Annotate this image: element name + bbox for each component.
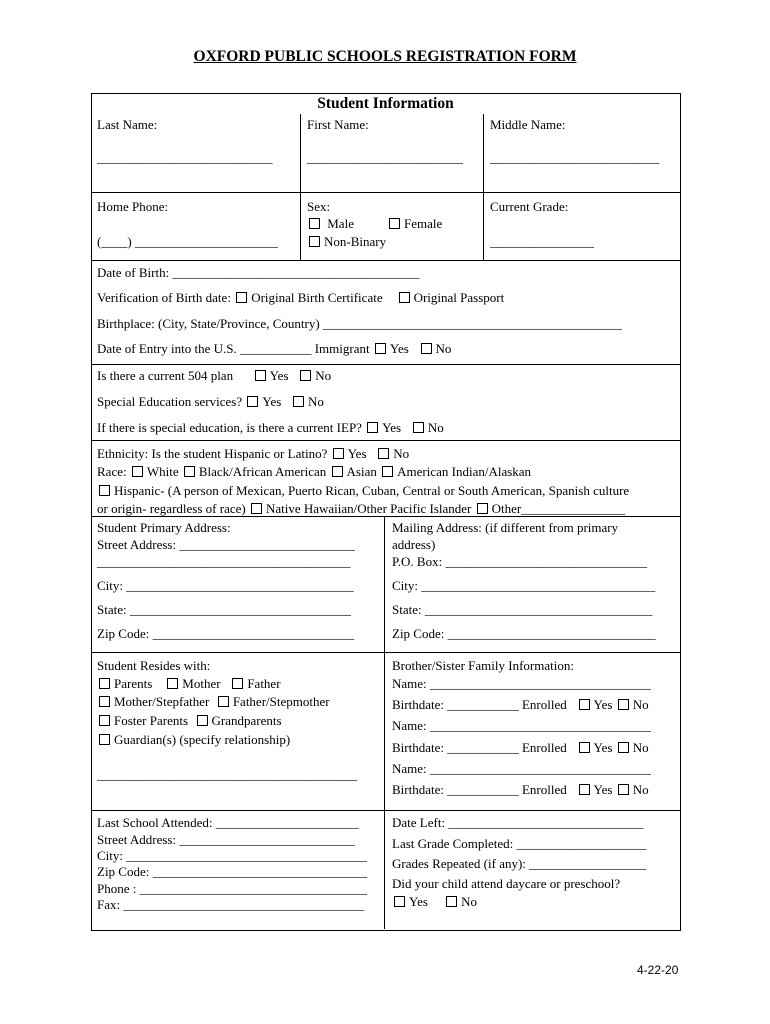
checkbox-icon[interactable] <box>579 699 590 710</box>
birth-verification: Verification of Birth date: Original Birth Certificate Original Passport <box>97 290 505 305</box>
hispanic-option-line1: Hispanic- (A person of Mexican, Puerto Rican, Cuban, Central or South American, Spanish culture <box>97 483 629 499</box>
checkbox-icon[interactable] <box>309 218 320 229</box>
checkbox-icon[interactable] <box>421 343 432 354</box>
mailing-zip-field[interactable]: Zip Code: ________________________________ <box>392 626 656 641</box>
mailing-address-label-2: address) <box>392 537 436 552</box>
divider <box>384 516 385 929</box>
sped-row: Special Education services? Yes No <box>97 394 324 409</box>
divider <box>91 260 680 261</box>
checkbox-icon[interactable] <box>477 503 488 514</box>
divider <box>91 192 680 193</box>
first-name-field[interactable]: ________________________ <box>307 150 463 165</box>
divider <box>483 114 484 260</box>
checkbox-icon[interactable] <box>618 784 629 795</box>
last-school-street-field[interactable]: Street Address: ___________________________ <box>97 832 355 847</box>
divider <box>91 652 680 653</box>
daycare-options: Yes No <box>392 894 477 910</box>
checkbox-icon[interactable] <box>167 678 178 689</box>
checkbox-icon[interactable] <box>309 236 320 247</box>
guardian-field[interactable]: ________________________________________ <box>97 767 357 782</box>
resides-row-4: Guardian(s) (specify relationship) <box>97 732 290 748</box>
checkbox-icon[interactable] <box>382 466 393 477</box>
dob-field[interactable]: Date of Birth: ______________________________________ <box>97 265 420 280</box>
checkbox-icon[interactable] <box>99 696 110 707</box>
sibling-birthdate-row: Birthdate: ___________ Enrolled Yes No <box>392 782 649 797</box>
divider <box>300 114 301 260</box>
birthplace-field[interactable]: Birthplace: (City, State/Province, Country) ______________________________________________ <box>97 316 622 331</box>
checkbox-icon[interactable] <box>99 715 110 726</box>
last-school-city-field[interactable]: City: _____________________________________ <box>97 848 367 863</box>
divider <box>91 440 680 441</box>
current-grade-label: Current Grade: <box>490 199 569 214</box>
state-field[interactable]: State: __________________________________ <box>97 602 351 617</box>
middle-name-label: Middle Name: <box>490 117 566 132</box>
sibling-name-field[interactable]: Name: __________________________________ <box>392 761 651 776</box>
checkbox-icon[interactable] <box>197 715 208 726</box>
primary-address-label: Student Primary Address: <box>97 520 231 535</box>
last-name-field[interactable]: ___________________________ <box>97 150 273 165</box>
checkbox-icon[interactable] <box>255 370 266 381</box>
section-heading: Student Information <box>317 95 454 112</box>
home-phone-label: Home Phone: <box>97 199 169 214</box>
sex-female-option[interactable]: Female <box>387 216 442 232</box>
middle-name-field[interactable]: __________________________ <box>490 150 659 165</box>
resides-row-2: Mother/Stepfather Father/Stepmother <box>97 694 330 710</box>
divider <box>91 364 680 365</box>
street-address-field[interactable]: Street Address: ___________________________ <box>97 537 355 552</box>
resides-row-3: Foster Parents Grandparents <box>97 713 282 729</box>
checkbox-icon[interactable] <box>375 343 386 354</box>
siblings-heading: Brother/Sister Family Information: <box>392 658 574 673</box>
street-address-line2[interactable]: _______________________________________ <box>97 554 351 569</box>
checkbox-icon[interactable] <box>232 678 243 689</box>
entry-date-row: Date of Entry into the U.S. ___________ Immigrant Yes No <box>97 341 452 356</box>
sex-male-option[interactable]: Male <box>307 216 354 232</box>
checkbox-icon[interactable] <box>618 699 629 710</box>
plan-504-row: Is there a current 504 plan Yes No <box>97 368 332 383</box>
iep-row: If there is special education, is there a current IEP? Yes No <box>97 420 444 435</box>
checkbox-icon[interactable] <box>99 678 110 689</box>
hispanic-option-line2: or origin- regardless of race) Native Hawaiian/Other Pacific Islander Other________________ <box>97 501 626 516</box>
last-grade-field[interactable]: Last Grade Completed: ____________________ <box>392 836 647 851</box>
current-grade-field[interactable]: ________________ <box>490 234 594 249</box>
hispanic-question: Ethnicity: Is the student Hispanic or Latino? Yes No <box>97 446 410 461</box>
mailing-state-field[interactable]: State: ___________________________________ <box>392 602 653 617</box>
checkbox-icon[interactable] <box>413 422 424 433</box>
city-field[interactable]: City: ___________________________________ <box>97 578 354 593</box>
sibling-birthdate-row: Birthdate: ___________ Enrolled Yes No <box>392 697 649 712</box>
checkbox-icon[interactable] <box>132 466 143 477</box>
checkbox-icon[interactable] <box>300 370 311 381</box>
checkbox-icon[interactable] <box>394 896 405 907</box>
checkbox-icon[interactable] <box>251 503 262 514</box>
sex-nonbinary-option[interactable]: Non-Binary <box>307 234 386 250</box>
checkbox-icon[interactable] <box>99 734 110 745</box>
first-name-label: First Name: <box>307 117 369 132</box>
checkbox-icon[interactable] <box>367 422 378 433</box>
home-phone-field[interactable]: (____) ______________________ <box>97 234 278 249</box>
daycare-question: Did your child attend daycare or preschool? <box>392 876 621 891</box>
last-school-zip-field[interactable]: Zip Code: _________________________________ <box>97 864 368 879</box>
checkbox-icon[interactable] <box>333 448 344 459</box>
mailing-city-field[interactable]: City: ____________________________________ <box>392 578 656 593</box>
checkbox-icon[interactable] <box>99 485 110 496</box>
date-left-field[interactable]: Date Left: ______________________________ <box>392 815 644 830</box>
last-school-fax-field[interactable]: Fax: _____________________________________ <box>97 897 364 912</box>
form-version-date: 4-22-20 <box>637 963 679 977</box>
checkbox-icon[interactable] <box>579 784 590 795</box>
checkbox-icon[interactable] <box>247 396 258 407</box>
sex-label: Sex: <box>307 199 331 214</box>
checkbox-icon[interactable] <box>399 292 410 303</box>
resides-row-1: Parents Mother Father <box>97 676 281 692</box>
checkbox-icon[interactable] <box>236 292 247 303</box>
mailing-address-label: Mailing Address: (if different from primary <box>392 520 619 535</box>
last-school-phone-field[interactable]: Phone : ___________________________________ <box>97 881 368 896</box>
checkbox-icon[interactable] <box>218 696 229 707</box>
checkbox-icon[interactable] <box>618 742 629 753</box>
last-name-label: Last Name: <box>97 117 158 132</box>
sibling-birthdate-row: Birthdate: ___________ Enrolled Yes No <box>392 740 649 755</box>
checkbox-icon[interactable] <box>389 218 400 229</box>
sibling-name-field[interactable]: Name: __________________________________ <box>392 676 651 691</box>
race-row: Race: White Black/African American Asian American Indian/Alaskan <box>97 464 532 479</box>
sibling-name-field[interactable]: Name: __________________________________ <box>392 718 651 733</box>
checkbox-icon[interactable] <box>446 896 457 907</box>
po-box-field[interactable]: P.O. Box: _______________________________ <box>392 554 647 569</box>
checkbox-icon[interactable] <box>332 466 343 477</box>
resides-heading: Student Resides with: <box>97 658 211 673</box>
checkbox-icon[interactable] <box>378 448 389 459</box>
checkbox-icon[interactable] <box>184 466 195 477</box>
checkbox-icon[interactable] <box>579 742 590 753</box>
grades-repeated-field[interactable]: Grades Repeated (if any): __________________ <box>392 856 647 871</box>
checkbox-icon[interactable] <box>293 396 304 407</box>
form-title: OXFORD PUBLIC SCHOOLS REGISTRATION FORM <box>193 48 577 65</box>
zip-field[interactable]: Zip Code: _______________________________ <box>97 626 355 641</box>
divider <box>91 810 680 811</box>
last-school-field[interactable]: Last School Attended: ______________________ <box>97 815 359 830</box>
